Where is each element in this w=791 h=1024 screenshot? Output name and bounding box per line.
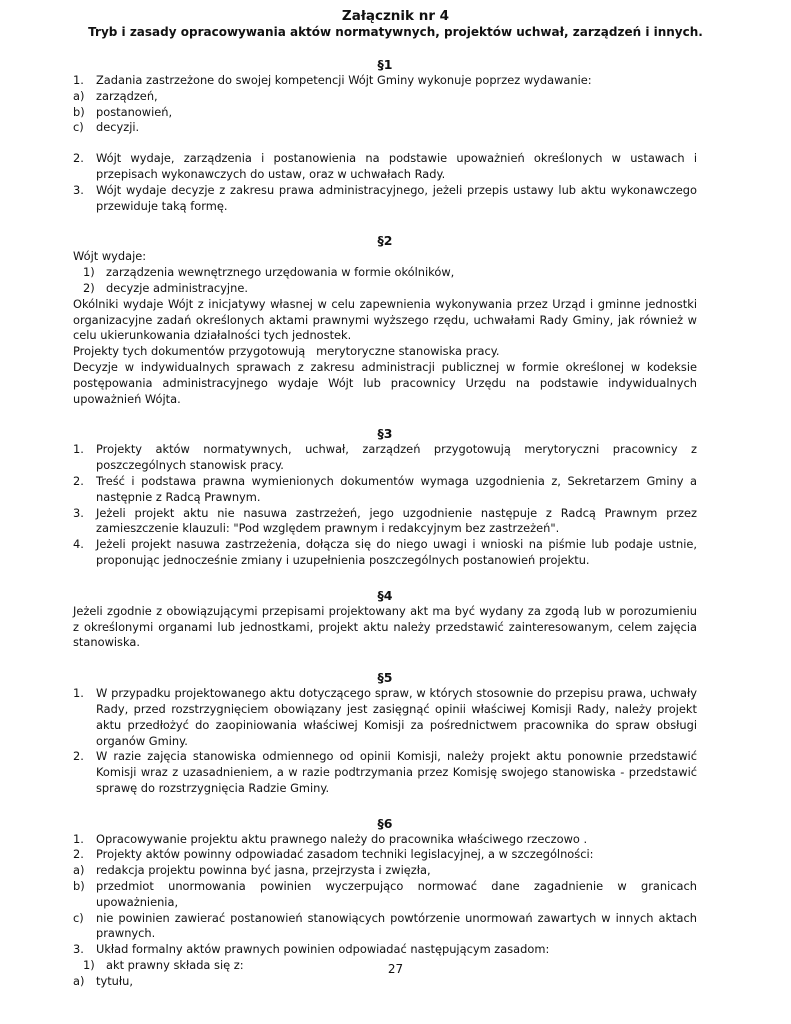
list-item: 3. Wójt wydaje decyzje z zakresu prawa administracyjnego, jeżeli przepis ustawy lub aktu wykonawczego przewiduje taką formę. <box>73 182 697 213</box>
section-heading-4: §4 <box>377 587 393 603</box>
page-number: 27 <box>387 962 404 976</box>
list-item: 3. Jeżeli projekt aktu nie nasuwa zastrzeżeń, jego uzgodnienie następuje z Radcą Prawnym przez zamieszczenie klauzuli: "Pod względem prawnym i redakcyjnym bez zastrzeżeń". <box>73 505 697 536</box>
paragraph: Okólniki wydaje Wójt z inicjatywy własnej w celu zapewnienia wykonywania przez Urząd i gminne jednostki organizacyjne zadań określonych aktami prawnymi wyższego rzędu, uchwałami Rady Gminy, jak również w celu ukierunkowania działalności tych jednostek. <box>73 296 697 343</box>
list-item: 1) zarządzenia wewnętrznego urzędowania w formie okólników, <box>83 265 455 280</box>
list-item: a) tytułu, <box>73 973 133 988</box>
section-heading-3: §3 <box>377 426 393 442</box>
list-item: 1. Zadania zastrzeżone do swojej kompetencji Wójt Gminy wykonuje poprzez wydawanie: <box>73 73 592 87</box>
list-item: 2) decyzje administracyjne. <box>83 280 248 295</box>
list-item: 3. Układ formalny aktów prawnych powinien odpowiadać następującym zasadom: <box>73 942 550 957</box>
section-heading-2: §2 <box>377 233 393 249</box>
list-item: b) postanowień, <box>73 104 173 119</box>
list-item: 2. Wójt wydaje, zarządzenia i postanowienia na podstawie upoważnień określonych w ustawach i przepisach wykonawczych do ustaw, oraz w uchwałach Rady. <box>73 151 697 181</box>
list-item: a) zarządzeń, <box>73 88 158 103</box>
document-body <box>73 56 697 990</box>
list-item: 1. Projekty aktów normatywnych, uchwał, zarządzeń przygotowują merytoryczni pracownicy z poszczególnych stanowisk pracy. <box>73 442 697 473</box>
list-item: 4. Jeżeli projekt nasuwa zastrzeżenia, dołącza się do niego uwagi i wnioski na piśmie lub podaje ustnie, proponując jednocześnie zmiany i uzupełnienia poszczególnych postanowień projektu. <box>73 537 697 567</box>
document-subtitle: Tryb i zasady opracowywania aktów normatywnych, projektów uchwał, zarządzeń i innych. <box>88 25 703 39</box>
list-item: c) decyzji. <box>73 120 140 135</box>
list-item: 1. W przypadku projektowanego aktu dotyczącego spraw, w których stosownie do przepisu prawa, uchwały Rady, przed rozstrzygnięciem obowiązany jest zasięgnąć opinii właściwej Komisji Rady, należy projekt aktu przedłożyć do zaopiniowania właściwej Komisji za pośrednictwem pracownika do spraw obsługi organów Gminy. <box>73 686 697 748</box>
list-item: a) redakcja projektu powinna być jasna, przejrzysta i zwięzła, <box>73 863 431 878</box>
list-item: 1. Opracowywanie projektu aktu prawnego należy do pracownika właściwego rzeczowo . <box>73 831 588 846</box>
section-heading-1: §1 <box>377 57 393 72</box>
list-item: 2. W razie zajęcia stanowiska odmiennego od opinii Komisji, należy projekt aktu ponownie przedstawić Komisji wraz z uzasadnieniem, a w razie podtrzymania przez Komisję swojego stanowiska - przedstawić sprawę do rozstrzygnięcia Radzie Gminy. <box>73 749 697 795</box>
list-item: b) przedmiot unormowania powinien wyczerpująco normować dane zagadnienie w granicach upoważnienia, <box>73 879 697 909</box>
list-item: 2. Projekty aktów powinny odpowiadać zasadom techniki legislacyjnej, a w szczególności: <box>73 847 594 862</box>
paragraph: Jeżeli zgodnie z obowiązującymi przepisami projektowany akt ma być wydany za zgodą lub w porozumieniu z określonymi organami lub jednostkami, projekt aktu należy przedstawić zainteresowanym, celem zajęcia stanowiska. <box>73 603 697 650</box>
document-title: Załącznik nr 4 <box>341 8 450 24</box>
list-item: 1) akt prawny składa się z: <box>83 958 244 973</box>
section-heading-6: §6 <box>377 815 393 831</box>
list-item: c) nie powinien zawierać postanowień stanowiących powtórzenie unormowań zawartych w innych aktach prawnych. <box>73 910 697 941</box>
paragraph: Decyzje w indywidualnych sprawach z zakresu administracji publicznej w formie określonej w kodeksie postępowania administracyjnego wydaje Wójt lub pracownicy Urzędu na podstawie indywidualnych upoważnień Wójta. <box>73 359 697 406</box>
section-heading-5: §5 <box>377 670 393 686</box>
paragraph: Projekty tych dokumentów przygotowują merytoryczne stanowiska pracy. <box>73 344 500 359</box>
list-item: 2. Treść i podstawa prawna wymienionych dokumentów wymaga uzgodnienia z, Sekretarzem Gminy a następnie z Radcą Prawnym. <box>73 473 697 504</box>
paragraph: Wójt wydaje: <box>73 249 147 264</box>
